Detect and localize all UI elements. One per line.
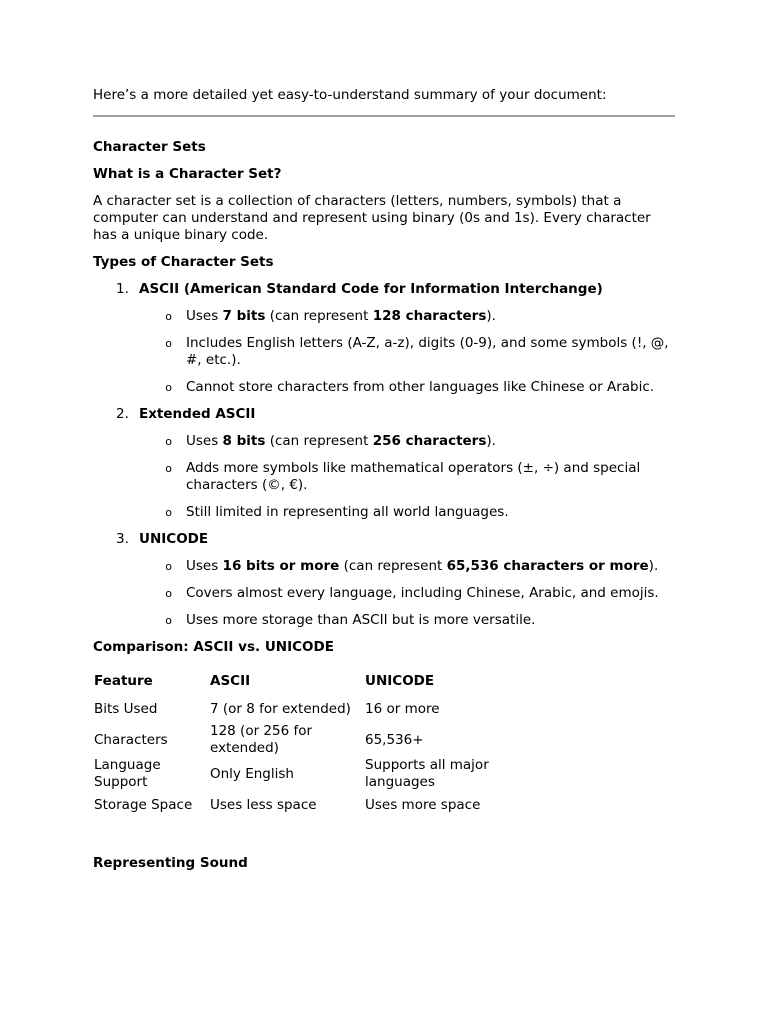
table-cell: Only English [210,765,294,782]
table-header-row [93,667,525,695]
text-run: Cannot store characters from other languages like Chinese or Arabic. [186,379,655,395]
table-cell: Characters [94,731,168,748]
table-row [93,757,525,791]
list-item [93,308,675,325]
list-item [93,433,675,450]
list-item [93,585,675,602]
comparison-title: Comparison: ASCII vs. UNICODE [93,639,334,655]
type-number: 1. [116,281,129,297]
type-heading [116,406,675,423]
document-content [93,87,675,872]
type-title: ASCII (American Standard Code for Information Interchange) [139,281,603,297]
bullet-text [186,379,675,396]
table-cell: 128 (or 256 for extended) [210,723,313,756]
text-run: Uses [186,433,223,449]
next-section-title: Representing Sound [93,855,248,871]
table-header-cell: ASCII [210,672,251,689]
bold-text: 256 characters [372,433,487,449]
text-run: Uses [186,558,223,574]
bold-text: 16 bits or more [222,558,340,574]
table-cell: Supports all major languages [365,757,489,790]
table-header-cell: Feature [94,672,153,689]
bullet-text [186,585,675,602]
bullet-text [186,308,675,325]
bullet-marker: o [165,587,172,600]
bold-text: 7 bits [222,308,266,324]
text-run: Covers almost every language, including Chinese, Arabic, and emojis. [186,585,659,601]
bullet-marker: o [165,381,172,394]
text-run: Uses more storage than ASCII but is more versatile. [186,612,536,628]
type-number: 3. [116,531,129,547]
type-title: UNICODE [139,531,209,547]
table-row [93,791,525,819]
type-item [93,281,675,396]
bullet-list [93,433,675,521]
bullet-marker: o [165,435,172,448]
bullet-marker: o [165,614,172,627]
bullet-text [186,504,675,521]
bold-text: 128 characters [372,308,487,324]
type-item [93,531,675,629]
bullet-list [93,558,675,629]
bullet-text [186,558,675,575]
list-item [93,558,675,575]
bold-text: 8 bits [222,433,266,449]
text-run: ). [486,433,496,449]
text-run: (can represent [265,433,373,449]
table-cell: 65,536+ [365,731,424,748]
comparison-table [93,667,525,819]
bullet-text [186,612,675,629]
table-cell: Bits Used [94,700,158,717]
type-heading [116,531,675,548]
type-number: 2. [116,406,129,422]
table-row [93,695,525,723]
type-item [93,406,675,521]
type-title: Extended ASCII [139,406,256,422]
section-title: Character Sets [93,139,206,155]
intro-text: Here’s a more detailed yet easy-to-understand summary of your document: [93,87,607,103]
list-item [93,460,675,494]
table-cell: 16 or more [365,700,440,717]
text-run: Still limited in representing all world languages. [186,504,509,520]
bullet-text [186,433,675,450]
text-run: Uses [186,308,223,324]
text-run: (can represent [265,308,373,324]
types-title: Types of Character Sets [93,254,274,270]
definition-text: A character set is a collection of characters (letters, numbers, symbols) that a computer can understand and represent using binary (0s and 1s). Every character has a unique binary code. [93,193,651,243]
text-run: Adds more symbols like mathematical operators (±, ÷) and special characters (©, €). [186,460,641,493]
bold-text: 65,536 characters or more [446,558,649,574]
text-run: ). [486,308,496,324]
horizontal-rule [93,115,675,117]
bullet-text [186,460,675,494]
text-run: ). [648,558,659,574]
bullet-marker: o [165,506,172,519]
what-title: What is a Character Set? [93,166,282,182]
bullet-marker: o [165,560,172,573]
type-heading [116,281,675,298]
list-item [93,612,675,629]
table-cell: Uses less space [210,796,317,813]
table-header-cell: UNICODE [365,672,435,689]
table-cell: Uses more space [365,796,481,813]
bullet-text [186,335,675,369]
list-item [93,504,675,521]
list-item [93,335,675,369]
text-run: (can represent [339,558,447,574]
types-list [93,281,675,629]
bullet-marker: o [165,462,172,475]
text-run: Includes English letters (A-Z, a-z), digits (0-9), and some symbols (!, @, #, etc.). [186,335,669,368]
list-item [93,379,675,396]
bullet-marker: o [165,337,172,350]
table-cell: Storage Space [94,796,193,813]
bullet-marker: o [165,310,172,323]
table-cell: 7 (or 8 for extended) [210,700,351,717]
bullet-list [93,308,675,396]
table-cell: Language Support [94,757,161,790]
table-row [93,723,525,757]
